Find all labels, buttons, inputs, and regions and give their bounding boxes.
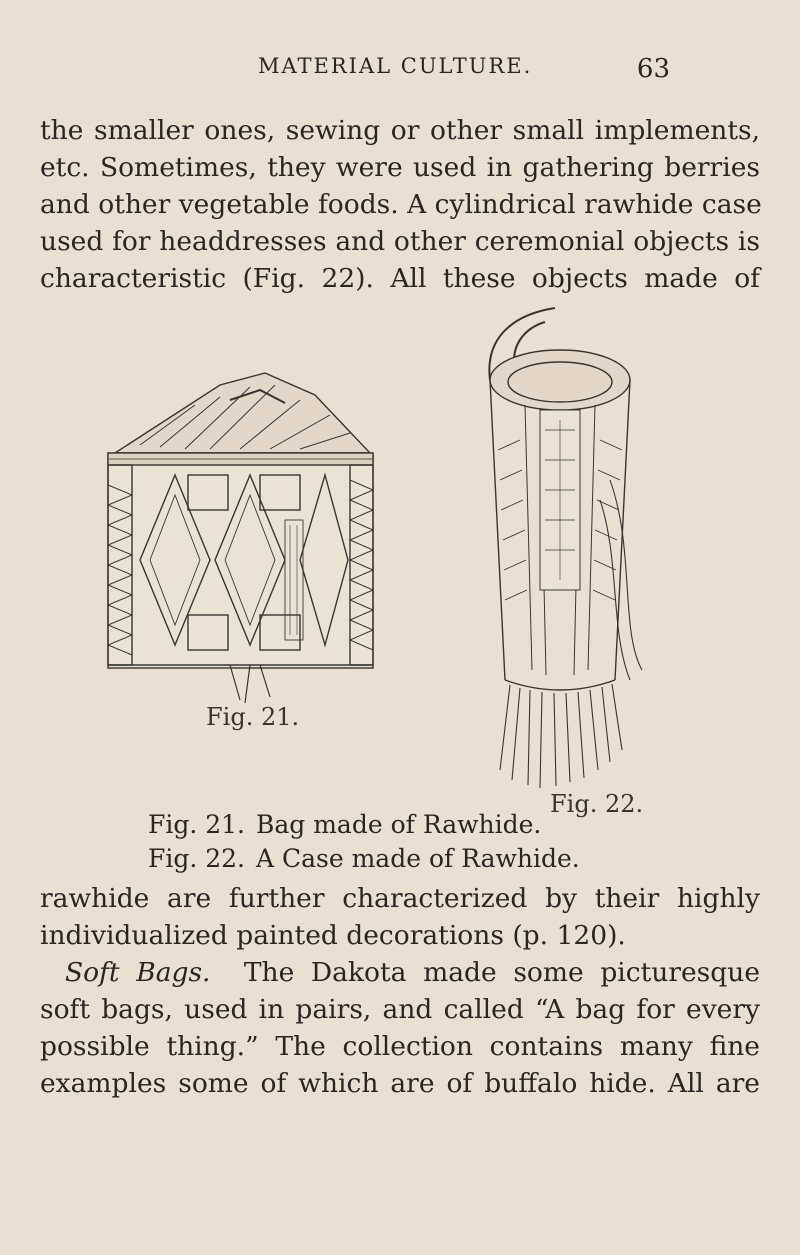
running-head bbox=[0, 54, 800, 94]
text-line: and other vegetable foods. A cylindrical rawhide case bbox=[40, 189, 762, 220]
rawhide-case-drawing bbox=[470, 300, 650, 790]
text-line bbox=[40, 954, 760, 991]
caption-text: A Case made of Rawhide. bbox=[256, 844, 580, 873]
caption-text: Bag made of Rawhide. bbox=[256, 810, 542, 839]
text-line: soft bags, used in pairs, and called “A bag for every bbox=[40, 994, 760, 1025]
fig-22-illustration bbox=[470, 300, 650, 790]
text-line: etc. Sometimes, they were used in gathering berries bbox=[40, 152, 760, 183]
fig-21-label: Fig. 21. bbox=[206, 703, 300, 731]
figure-captions bbox=[148, 808, 580, 876]
text-line: used for headdresses and other ceremonial objects is bbox=[40, 226, 760, 257]
text-line: rawhide are further characterized by their highly bbox=[40, 883, 760, 914]
paragraph-2 bbox=[40, 880, 760, 1102]
paragraph-1 bbox=[40, 112, 760, 297]
text-line: individualized painted decorations (p. 120). bbox=[40, 920, 626, 951]
fig-21-illustration bbox=[100, 345, 475, 705]
text-fragment: The Dakota made some picturesque bbox=[243, 957, 760, 988]
caption-number: Fig. 22. bbox=[148, 844, 245, 873]
text-line: the smaller ones, sewing or other small implements, bbox=[40, 115, 760, 146]
fig-22-label: Fig. 22. bbox=[550, 790, 644, 818]
caption-number: Fig. 21. bbox=[148, 810, 245, 839]
section-heading-soft-bags: Soft Bags. bbox=[65, 957, 211, 988]
text-line: examples some of which are of buffalo hide. All are bbox=[40, 1068, 760, 1099]
running-title: MATERIAL CULTURE. bbox=[258, 54, 533, 78]
rawhide-bag-drawing bbox=[100, 345, 475, 705]
caption-fig-22 bbox=[148, 842, 580, 876]
page-number: 63 bbox=[636, 54, 670, 84]
text-line: characteristic (Fig. 22). All these objects made of bbox=[40, 263, 760, 294]
text-line: possible thing.” The collection contains many fine bbox=[40, 1031, 760, 1062]
caption-fig-21 bbox=[148, 808, 580, 842]
